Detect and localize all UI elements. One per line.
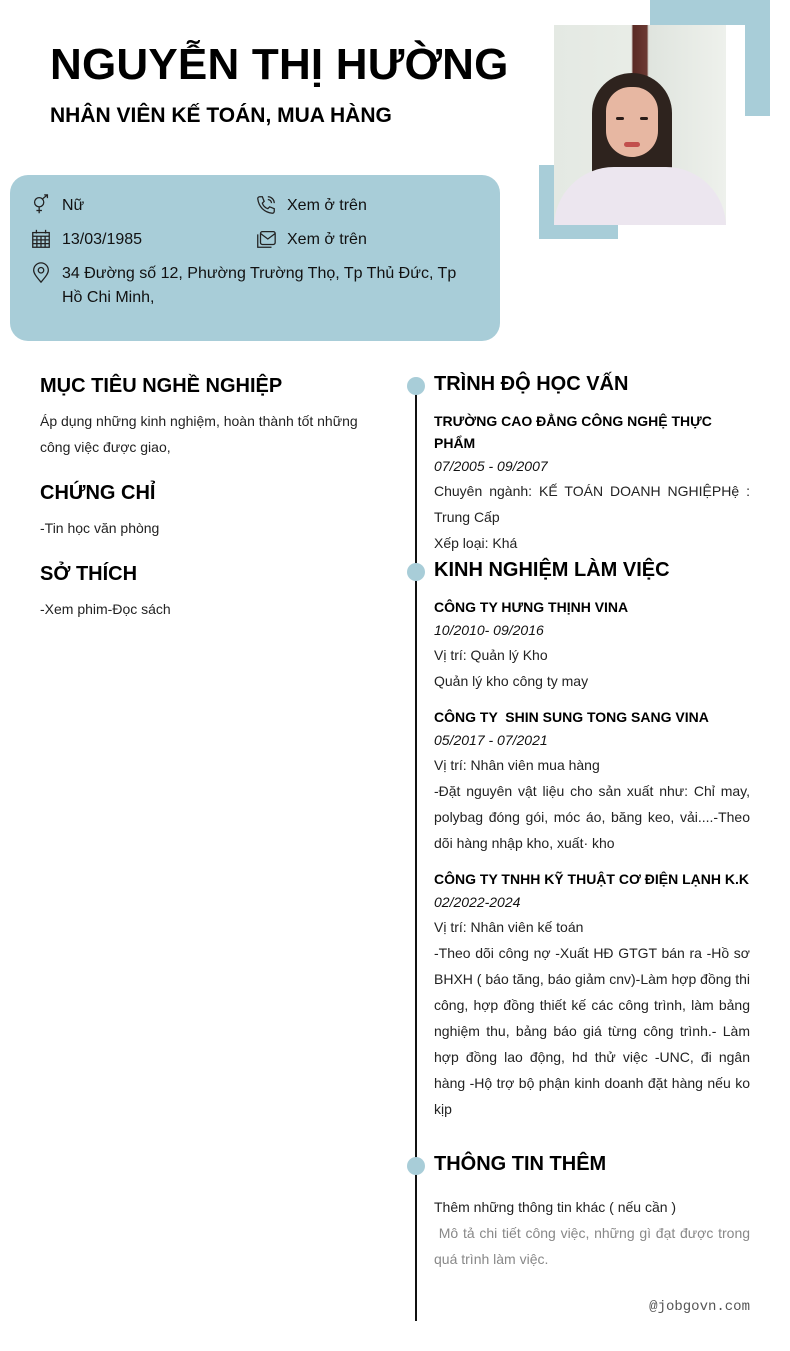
timeline-line (415, 385, 417, 1321)
gender-icon (30, 194, 52, 216)
phone-value: Xem ở trên (287, 197, 367, 214)
gender-value: Nữ (62, 197, 85, 214)
certificates-text: -Tin học văn phòng (40, 520, 160, 536)
photo-shirt (554, 167, 726, 225)
calendar-icon (30, 228, 52, 250)
career-objective-section (40, 375, 370, 460)
hobbies-section (40, 563, 370, 622)
education-section (434, 373, 750, 556)
experience-section (434, 559, 750, 1134)
section-title: CHỨNG CHỈ (40, 482, 156, 504)
job-position: Vị trí: Nhân viên kế toán (434, 919, 584, 935)
left-column (40, 375, 370, 644)
section-title: KINH NGHIỆM LÀM VIỆC (434, 559, 670, 581)
job-description: -Đặt nguyên vật liệu cho sản xuất như: Chỉ may, polybag đóng gói, móc áo, băng keo, vải....-Theo dõi hàng nhập kho, xuất· kho (434, 783, 750, 851)
contact-phone (255, 194, 367, 218)
address-value: 34 Đường số 12, Phường Trường Thọ, Tp Thủ Đức, Tp Hồ Chi Minh, (62, 265, 457, 306)
contact-birthdate (30, 228, 142, 252)
email-icon (255, 228, 277, 250)
education-grade: Xếp loại: Khá (434, 535, 518, 551)
email-value: Xem ở trên (287, 231, 367, 248)
experience-entry (434, 868, 750, 1122)
section-title: TRÌNH ĐỘ HỌC VẤN (434, 373, 629, 395)
contact-address (30, 262, 470, 310)
photo-lips (624, 142, 640, 147)
job-description: Quản lý kho công ty may (434, 673, 589, 689)
photo-eye (616, 117, 624, 120)
profile-photo (554, 25, 726, 225)
job-date: 02/2022-2024 (434, 894, 521, 910)
company-name: CÔNG TY TNHH KỸ THUẬT CƠ ĐIỆN LẠNH K.K (434, 871, 750, 887)
section-title: THÔNG TIN THÊM (434, 1153, 607, 1175)
contact-gender (30, 194, 84, 218)
job-position: Vị trí: Quản lý Kho (434, 647, 548, 663)
education-date: 07/2005 - 09/2007 (434, 458, 548, 474)
photo-eye (640, 117, 648, 120)
contact-info-box (10, 175, 500, 341)
job-date: 05/2017 - 07/2021 (434, 732, 548, 748)
section-title: SỞ THÍCH (40, 563, 138, 585)
company-name: CÔNG TY HƯNG THỊNH VINA (434, 599, 629, 615)
timeline-dot (407, 563, 425, 581)
objective-text: Áp dụng những kinh nghiệm, hoàn thành tốt những công việc được giao, (40, 413, 358, 455)
phone-icon (255, 194, 277, 216)
section-title: MỤC TIÊU NGHỀ NGHIỆP (40, 375, 283, 397)
timeline-dot (407, 1157, 425, 1175)
job-description: -Theo dõi công nợ -Xuất HĐ GTGT bán ra -Hồ sơ BHXH ( báo tăng, báo giảm cnv)-Làm hợp đồng thi công, hợp đồng thiết kế các công trình, làm bảng nghiệm thu, bảng báo giá từng công trình.- Làm hợp đồng lao động, hd thử việc -UNC, đi ngân hàng -Hộ trợ bộ phận kinh doanh đặt hàng nếu ko kịp (434, 945, 750, 1117)
education-major: Chuyên ngành: KẾ TOÁN DOANH NGHIỆPHệ : Trung Cấp (434, 483, 750, 525)
experience-entry (434, 596, 750, 694)
hobbies-text: -Xem phim-Đọc sách (40, 601, 171, 617)
job-date: 10/2010- 09/2016 (434, 622, 544, 638)
job-position: Vị trí: Nhân viên mua hàng (434, 757, 600, 773)
experience-entry (434, 706, 750, 856)
school-name: TRƯỜNG CAO ĐẲNG CÔNG NGHỆ THỰC PHẨM (434, 413, 712, 451)
additional-description: Mô tả chi tiết công việc, những gì đạt được trong quá trình làm việc. (434, 1225, 754, 1267)
job-title: NHÂN VIÊN KẾ TOÁN, MUA HÀNG (50, 104, 392, 127)
company-name: CÔNG TY SHIN SUNG TONG SANG VINA (434, 709, 709, 725)
contact-email (255, 228, 367, 252)
location-pin-icon (30, 262, 52, 284)
timeline-dot (407, 377, 425, 395)
watermark: @jobgovn.com (649, 1299, 750, 1315)
additional-info-section (434, 1153, 754, 1272)
additional-line: Thêm những thông tin khác ( nếu cần ) (434, 1199, 677, 1215)
certificates-section (40, 482, 370, 541)
candidate-name: NGUYỄN THỊ HƯỜNG (50, 40, 509, 89)
birthdate-value: 13/03/1985 (62, 231, 143, 248)
